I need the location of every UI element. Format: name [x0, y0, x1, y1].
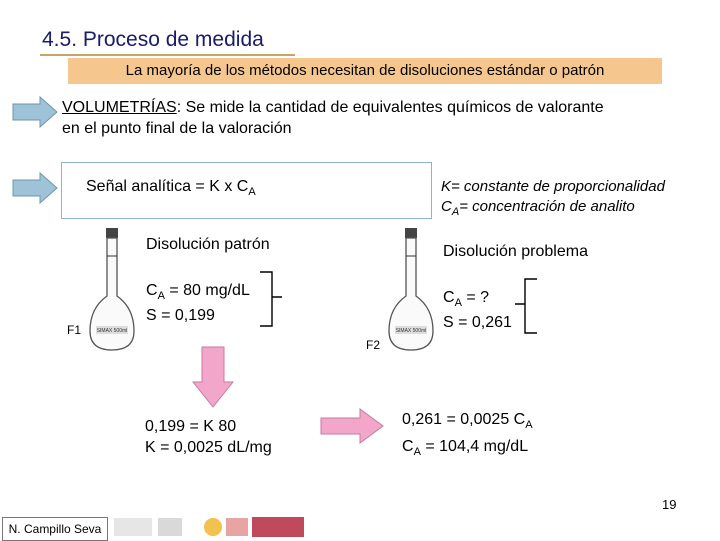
svg-text:SIMAX 500ml: SIMAX 500ml — [395, 328, 427, 334]
calc-right-line2: $C_A = 104,4$ mg/dL — [402, 438, 529, 459]
calculation-k — [145, 416, 272, 458]
patron-s: S = 0,199 — [146, 307, 215, 325]
constant-definitions — [441, 177, 665, 222]
intro-banner: La mayoría de los métodos necesitan de disoluciones estándar o patrón — [68, 58, 662, 84]
flask-label-f1: F1 — [67, 323, 82, 337]
patron-ca: $C_A = 80$ mg/dL — [146, 282, 250, 303]
page-number: 19 — [662, 497, 677, 512]
problema-ca: $C_A$ = ? — [443, 289, 490, 310]
arrow-down-icon — [192, 346, 234, 408]
problema-values — [443, 288, 512, 332]
bracket-icon — [256, 270, 286, 328]
volumetric-flask-icon — [86, 226, 138, 356]
flask-label-f2: F2 — [366, 338, 381, 352]
ca-definition: $C_A=$ concentración de analito — [441, 198, 635, 218]
patron-values — [146, 281, 250, 325]
university-logos-icon — [108, 514, 308, 540]
page-title: 4.5. Proceso de medida — [42, 28, 264, 51]
svg-text:SIMAX 500ml: SIMAX 500ml — [96, 328, 128, 334]
bracket-icon — [511, 277, 541, 335]
volumetrias-line2: en el punto final de la valoración — [62, 120, 292, 137]
disolucion-patron-label: Disolución patrón — [146, 236, 270, 253]
arrow-right-icon — [320, 408, 384, 444]
volumetrias-text: : Se mide la cantidad de equivalentes químicos de valorante — [176, 99, 604, 116]
volumetrias-term: VOLUMETRÍAS — [62, 99, 177, 116]
title-underline — [40, 54, 295, 56]
calculation-ca — [402, 409, 533, 463]
volumetrias-paragraph — [62, 97, 702, 139]
disolucion-problema-label: Disolución problema — [443, 243, 588, 260]
arrow-right-icon — [12, 172, 58, 204]
calc-right-line1: 0,261 = 0,0025 $C_A$ — [402, 411, 533, 432]
signal-equation: Señal analítica = K x $C_A$ — [86, 178, 256, 199]
k-definition: K= constante de proporcionalidad — [441, 178, 665, 195]
arrow-right-icon — [12, 96, 58, 128]
volumetric-flask-icon — [385, 226, 437, 356]
calc-left-line1: 0,199 = K 80 — [145, 418, 237, 435]
problema-s: S = 0,261 — [443, 314, 512, 332]
author-box: N. Campillo Seva — [2, 517, 108, 541]
calc-left-line2: K = 0,0025 dL/mg — [145, 439, 272, 456]
